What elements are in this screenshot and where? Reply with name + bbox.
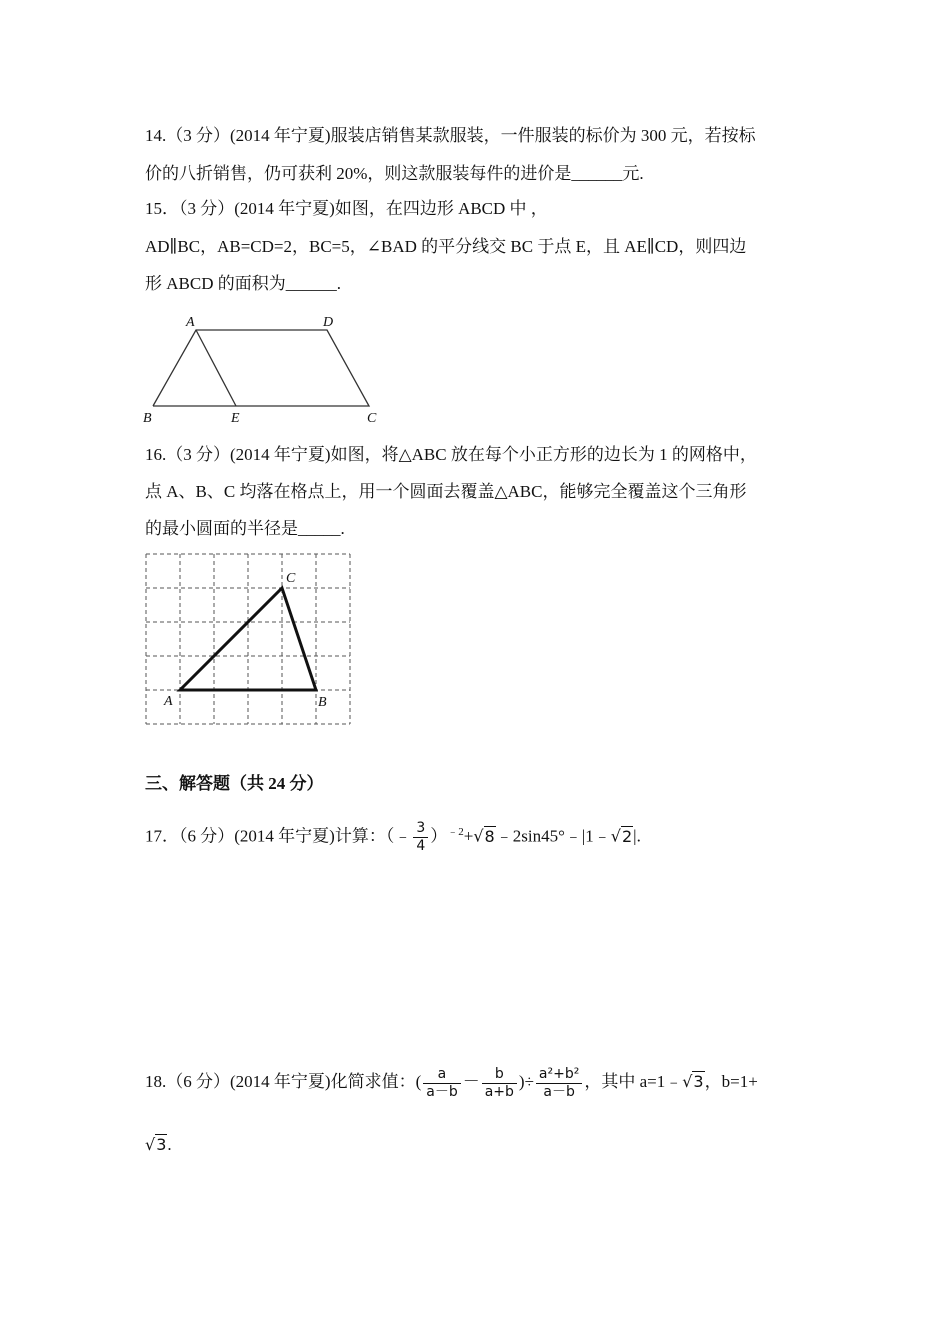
q18-f1-num: a <box>423 1066 460 1084</box>
q17-mid: ﹣2sin45°﹣|1﹣ <box>495 826 611 846</box>
q18-line-2 <box>145 1134 172 1156</box>
q17-prefix: 17．（6 分）(2014 年宁夏)计算：（ <box>145 826 395 846</box>
q14-line-2: 价的八折销售，仍可获利 20%，则这款服装每件的进价是______元. <box>145 164 644 183</box>
label-c: C <box>367 411 377 426</box>
q17-fraction <box>413 820 428 855</box>
q18-minus: － <box>462 1072 480 1091</box>
q18-end: . <box>167 1135 172 1154</box>
q16-line-1: 16.（3 分）(2014 年宁夏)如图，将△ABC 放在每个小正方形的边长为 1 的网格中， <box>145 445 757 464</box>
q17-plus: + <box>463 826 474 846</box>
label-a: A <box>164 694 173 709</box>
label-d: D <box>323 315 334 330</box>
q18-line <box>145 1062 758 1102</box>
q17-frac-den: 4 <box>416 838 426 855</box>
q17-close: ） <box>430 826 448 846</box>
q15-figure-trapezoid <box>140 310 390 428</box>
section-3-heading: 三、解答题（共 24 分） <box>145 774 324 793</box>
q16-figure-grid <box>140 548 356 730</box>
q18-f1-den: a－b <box>426 1083 458 1100</box>
q18-radical-3b: √3 <box>145 1135 167 1154</box>
label-b: B <box>318 695 327 710</box>
q17-end: |. <box>633 826 641 846</box>
q18-tail2: ，b=1+ <box>704 1072 758 1091</box>
q18-f3-num: a²+b² <box>536 1066 582 1084</box>
q18-tail: ，其中 a=1﹣ <box>584 1072 683 1091</box>
q18-div: )÷ <box>518 1072 534 1091</box>
q18-f2-den: a+b <box>484 1083 514 1100</box>
q17-frac-num: 3 <box>413 820 428 838</box>
q17-line <box>145 812 641 855</box>
segment-ae <box>196 330 236 406</box>
trapezoid-outline <box>153 330 369 406</box>
q18-fraction-1 <box>423 1066 460 1101</box>
q18-radical-3a: √3 <box>682 1072 704 1091</box>
q16-line-3: 的最小圆面的半径是_____. <box>145 519 345 538</box>
q15-line-3: 形 ABCD 的面积为______. <box>145 274 341 293</box>
q17-rad8-value: 8 <box>484 826 495 846</box>
q18-f3-den: a－b <box>543 1083 575 1100</box>
q15-line-1: 15．（3 分）(2014 年宁夏)如图，在四边形 ABCD 中 ， <box>145 199 548 218</box>
q18-rad3b-value: 3 <box>156 1135 167 1154</box>
q18-fraction-2 <box>482 1066 517 1101</box>
label-e: E <box>231 411 240 426</box>
q14-line-1: 14.（3 分）(2014 年宁夏)服装店销售某款服装，一件服装的标价为 300 元，若按标 <box>145 126 756 145</box>
q15-line-2: AD∥BC，AB=CD=2，BC=5，∠BAD 的平分线交 BC 于点 E，且 AE∥CD，则四边 <box>145 237 747 256</box>
q17-exponent: ﹣2 <box>447 826 464 838</box>
q17-neg: ﹣ <box>394 826 412 846</box>
q17-rad2-value: 2 <box>621 826 633 846</box>
label-c: C <box>286 571 296 586</box>
q17-radical-8: √8 <box>473 826 495 846</box>
q17-radical-2: √2 <box>610 826 633 846</box>
q18-rad3a-value: 3 <box>693 1072 704 1091</box>
q18-fraction-3 <box>536 1066 582 1101</box>
q16-line-2: 点 A、B、C 均落在格点上，用一个圆面去覆盖△ABC，能够完全覆盖这个三角形 <box>145 482 747 501</box>
q18-prefix: 18.（6 分）(2014 年宁夏)化简求值：( <box>145 1072 422 1091</box>
q18-f2-num: b <box>482 1066 517 1084</box>
label-b: B <box>143 411 152 426</box>
label-a: A <box>186 315 195 330</box>
